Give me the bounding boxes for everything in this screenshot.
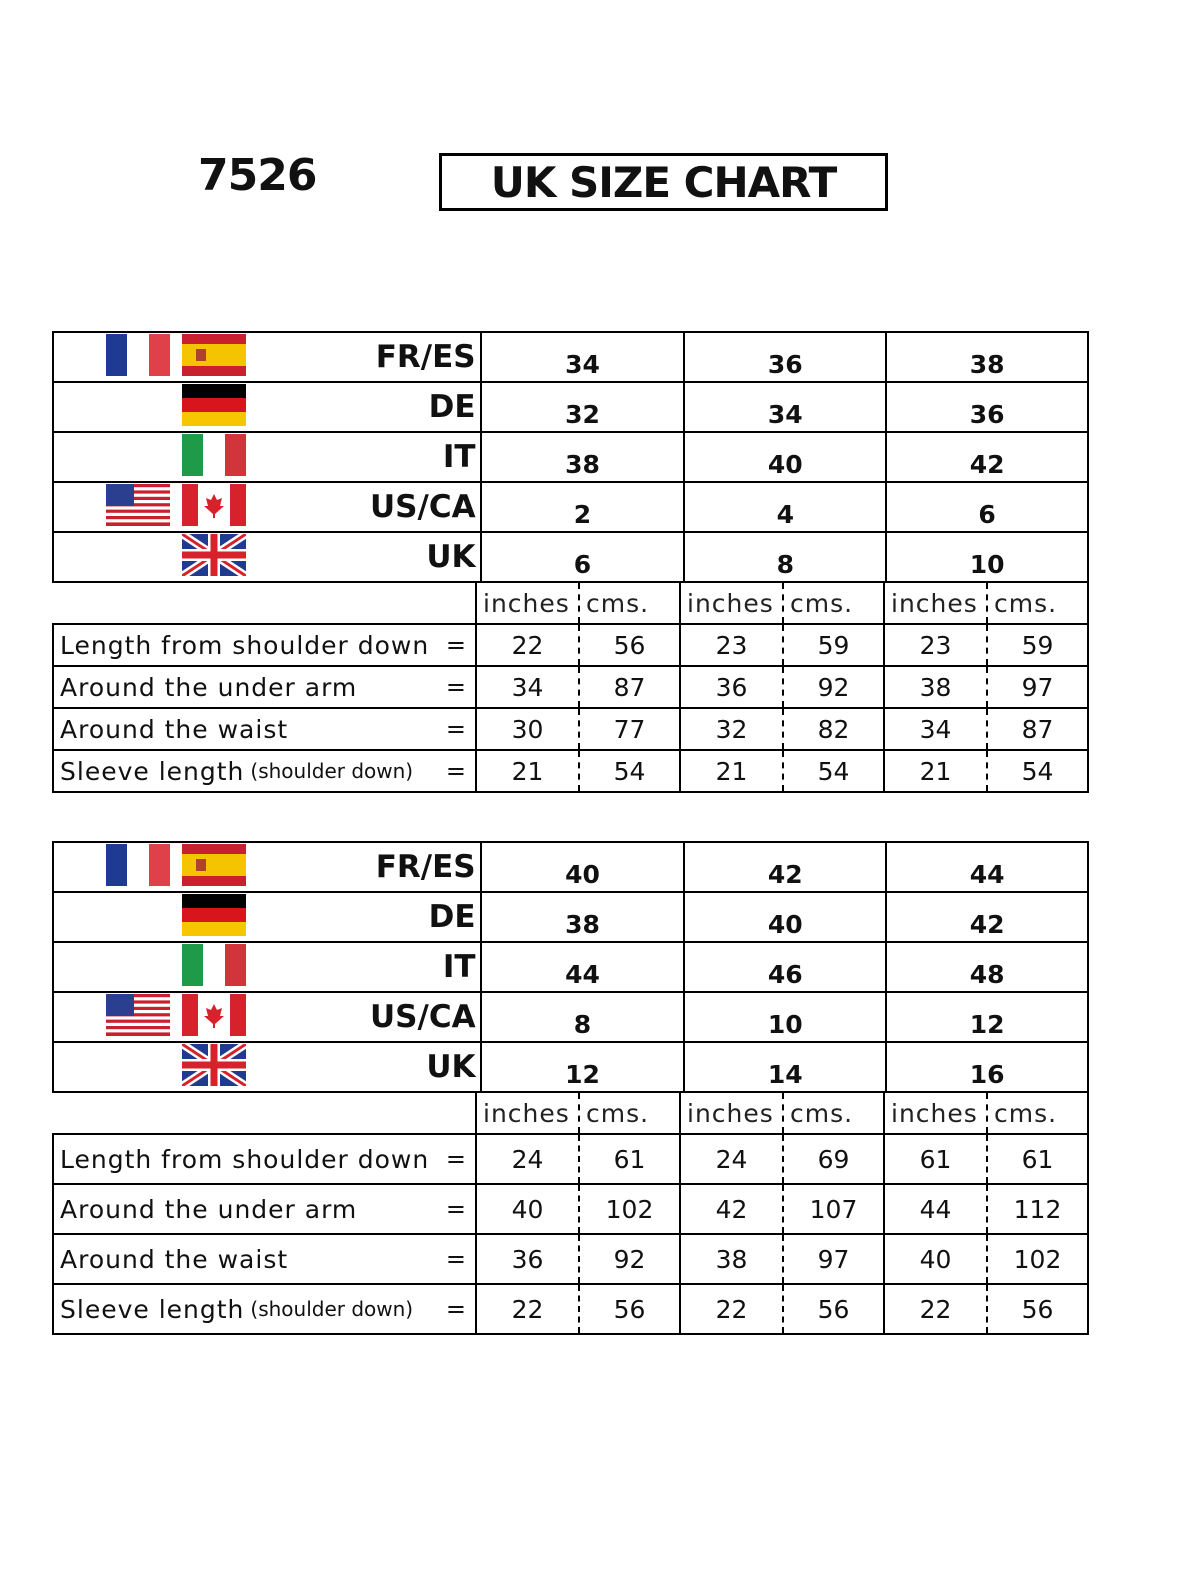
measurement-label: Length from shoulder down	[60, 630, 430, 660]
inches-value: 40	[511, 1194, 544, 1224]
size-row	[54, 531, 1087, 581]
measurement-label-cell	[54, 751, 477, 791]
equals-sign: =	[445, 715, 467, 743]
country-cell	[54, 333, 482, 381]
measurement-row	[54, 625, 1087, 665]
size-value: 6	[885, 483, 1087, 531]
measurement-label-cell	[54, 709, 477, 749]
size-conversion-table	[52, 331, 1089, 583]
size-row	[54, 843, 1087, 891]
inches-value: 38	[919, 672, 952, 702]
cms-value: 92	[782, 667, 883, 707]
spain-flag-icon	[182, 334, 246, 380]
measurement-label-cell	[54, 1285, 477, 1333]
size-value: 4	[683, 483, 885, 531]
france-flag-icon	[106, 844, 170, 890]
inches-value: 21	[511, 756, 544, 786]
usa-flag-icon	[106, 484, 170, 530]
measurement-group	[477, 667, 679, 707]
inches-value: 22	[511, 630, 544, 660]
equals-sign: =	[445, 631, 467, 659]
country-code: DE	[428, 389, 476, 425]
inches-value: 44	[919, 1194, 952, 1224]
flag-group	[106, 844, 246, 890]
measurement-label: Around the waist	[60, 1244, 289, 1274]
unit-label: cms.	[986, 583, 1087, 623]
cms-value: 61	[986, 1135, 1087, 1183]
unit-group	[475, 583, 679, 623]
cms-value: 59	[782, 625, 883, 665]
size-value: 34	[565, 350, 600, 379]
size-value: 44	[565, 960, 600, 989]
unit-header-row	[52, 1093, 1089, 1133]
country-cell	[54, 1043, 482, 1091]
inches-value: 61	[919, 1144, 952, 1174]
cms-value: 56	[986, 1285, 1087, 1333]
size-value: 40	[565, 860, 600, 889]
size-value: 10	[885, 533, 1087, 581]
measurement-group	[477, 1135, 679, 1183]
inches-value: 40	[919, 1244, 952, 1274]
cms-value: 87	[578, 667, 679, 707]
country-code: IT	[442, 439, 476, 475]
size-row	[54, 891, 1087, 941]
product-code: 7526	[198, 150, 317, 201]
measurement-table	[52, 623, 1089, 793]
measurement-label: Around the under arm	[60, 1194, 358, 1224]
unit-label: cms.	[782, 583, 883, 623]
country-cell	[54, 843, 482, 891]
cms-value: 97	[782, 1235, 883, 1283]
country-cell	[54, 533, 482, 581]
measurement-group	[883, 1135, 1087, 1183]
inches-value: 38	[715, 1244, 748, 1274]
country-code: UK	[426, 1049, 476, 1085]
measurement-group	[883, 751, 1087, 791]
flag-group	[182, 1044, 246, 1090]
unit-group	[475, 1093, 679, 1133]
size-value: 42	[683, 843, 885, 891]
measurement-group	[883, 709, 1087, 749]
country-cell	[54, 993, 482, 1041]
measurement-group	[883, 1235, 1087, 1283]
country-cell	[54, 483, 482, 531]
cms-value: 92	[578, 1235, 679, 1283]
equals-sign: =	[445, 1195, 467, 1223]
inches-value: 32	[715, 714, 748, 744]
measurement-label-cell	[54, 1185, 477, 1233]
cms-value: 69	[782, 1135, 883, 1183]
inches-value: 23	[919, 630, 952, 660]
country-code: UK	[426, 539, 476, 575]
measurement-note: (shoulder down)	[250, 759, 414, 783]
size-value: 12	[565, 1060, 600, 1089]
unit-label: inches	[687, 588, 774, 618]
measurement-row	[54, 749, 1087, 791]
measurement-group	[477, 709, 679, 749]
canada-flag-icon	[182, 994, 246, 1040]
measurement-group	[679, 625, 883, 665]
cms-value: 82	[782, 709, 883, 749]
measurement-row	[54, 1283, 1087, 1333]
inches-value: 34	[919, 714, 952, 744]
unit-label: cms.	[578, 583, 679, 623]
measurement-label: Sleeve length	[60, 756, 245, 786]
flag-group	[106, 334, 246, 380]
inches-value: 42	[715, 1194, 748, 1224]
uk-flag-icon	[182, 1044, 246, 1090]
flag-group	[182, 944, 246, 990]
measurement-row	[54, 665, 1087, 707]
measurement-label-cell	[54, 1135, 477, 1183]
measurement-group	[679, 1235, 883, 1283]
page-title: UK SIZE CHART	[439, 153, 888, 211]
italy-flag-icon	[182, 434, 246, 480]
size-row	[54, 381, 1087, 431]
unit-group	[883, 583, 1089, 623]
size-value: 48	[885, 943, 1087, 991]
unit-spacer	[52, 1093, 475, 1133]
size-value: 42	[885, 433, 1087, 481]
inches-value: 24	[511, 1144, 544, 1174]
france-flag-icon	[106, 334, 170, 380]
inches-value: 21	[919, 756, 952, 786]
flag-group	[106, 484, 246, 530]
flag-group	[182, 384, 246, 430]
unit-label: inches	[891, 588, 978, 618]
unit-label: inches	[687, 1098, 774, 1128]
cms-value: 97	[986, 667, 1087, 707]
size-value: 38	[565, 450, 600, 479]
flag-group	[182, 894, 246, 940]
unit-label: cms.	[986, 1093, 1087, 1133]
germany-flag-icon	[182, 384, 246, 430]
size-value: 8	[683, 533, 885, 581]
unit-group	[679, 1093, 883, 1133]
usa-flag-icon	[106, 994, 170, 1040]
size-row	[54, 941, 1087, 991]
size-value: 36	[683, 333, 885, 381]
size-value: 46	[683, 943, 885, 991]
size-value: 2	[573, 500, 592, 529]
measurement-group	[679, 1185, 883, 1233]
cms-value: 102	[578, 1185, 679, 1233]
measurement-group	[679, 709, 883, 749]
measurement-row	[54, 1183, 1087, 1233]
equals-sign: =	[445, 1245, 467, 1273]
measurement-group	[477, 1235, 679, 1283]
cms-value: 54	[782, 751, 883, 791]
inches-value: 24	[715, 1144, 748, 1174]
measurement-group	[477, 1285, 679, 1333]
measurement-group	[679, 751, 883, 791]
size-value: 40	[683, 893, 885, 941]
measurement-row	[54, 1233, 1087, 1283]
size-row	[54, 333, 1087, 381]
italy-flag-icon	[182, 944, 246, 990]
size-chart-1	[52, 331, 1089, 793]
cms-value: 112	[986, 1185, 1087, 1233]
cms-value: 56	[578, 625, 679, 665]
equals-sign: =	[445, 1145, 467, 1173]
inches-value: 22	[511, 1294, 544, 1324]
unit-label: cms.	[782, 1093, 883, 1133]
size-value: 42	[885, 893, 1087, 941]
inches-value: 34	[511, 672, 544, 702]
inches-value: 30	[511, 714, 544, 744]
measurement-group	[477, 751, 679, 791]
measurement-label-cell	[54, 625, 477, 665]
cms-value: 54	[986, 751, 1087, 791]
cms-value: 87	[986, 709, 1087, 749]
measurement-group	[679, 1285, 883, 1333]
country-cell	[54, 943, 482, 991]
measurement-group	[883, 1185, 1087, 1233]
unit-group	[883, 1093, 1089, 1133]
country-code: FR/ES	[375, 339, 476, 375]
size-value: 44	[885, 843, 1087, 891]
measurement-group	[477, 1185, 679, 1233]
unit-header-row	[52, 583, 1089, 623]
measurement-label: Around the waist	[60, 714, 289, 744]
measurement-group	[679, 1135, 883, 1183]
measurement-group	[883, 667, 1087, 707]
country-cell	[54, 383, 482, 431]
size-value: 36	[885, 383, 1087, 431]
size-value: 14	[683, 1043, 885, 1091]
country-cell	[54, 433, 482, 481]
size-row	[54, 991, 1087, 1041]
unit-group	[679, 583, 883, 623]
measurement-group	[477, 625, 679, 665]
measurement-label-cell	[54, 667, 477, 707]
flag-group	[106, 994, 246, 1040]
measurement-label: Around the under arm	[60, 672, 358, 702]
country-code: IT	[442, 949, 476, 985]
size-value: 6	[573, 550, 592, 579]
inches-value: 36	[715, 672, 748, 702]
measurement-group	[883, 625, 1087, 665]
size-row	[54, 1041, 1087, 1091]
measurement-note: (shoulder down)	[250, 1297, 414, 1321]
unit-label: inches	[483, 588, 570, 618]
flag-group	[182, 534, 246, 580]
size-value: 40	[683, 433, 885, 481]
cms-value: 59	[986, 625, 1087, 665]
flag-group	[182, 434, 246, 480]
size-value: 10	[683, 993, 885, 1041]
cms-value: 107	[782, 1185, 883, 1233]
measurement-label-cell	[54, 1235, 477, 1283]
equals-sign: =	[445, 673, 467, 701]
measurement-label: Sleeve length	[60, 1294, 245, 1324]
country-code: US/CA	[370, 489, 476, 525]
size-value: 12	[885, 993, 1087, 1041]
size-value: 32	[565, 400, 600, 429]
measurement-group	[883, 1285, 1087, 1333]
unit-label: inches	[891, 1098, 978, 1128]
size-value: 38	[565, 910, 600, 939]
cms-value: 77	[578, 709, 679, 749]
germany-flag-icon	[182, 894, 246, 940]
country-cell	[54, 893, 482, 941]
size-value: 16	[885, 1043, 1087, 1091]
canada-flag-icon	[182, 484, 246, 530]
inches-value: 22	[715, 1294, 748, 1324]
size-conversion-table	[52, 841, 1089, 1093]
spain-flag-icon	[182, 844, 246, 890]
size-value: 8	[573, 1010, 592, 1039]
size-value: 38	[885, 333, 1087, 381]
inches-value: 22	[919, 1294, 952, 1324]
measurement-table	[52, 1133, 1089, 1335]
size-value: 34	[683, 383, 885, 431]
size-row	[54, 431, 1087, 481]
cms-value: 102	[986, 1235, 1087, 1283]
country-code: US/CA	[370, 999, 476, 1035]
cms-value: 56	[782, 1285, 883, 1333]
country-code: FR/ES	[375, 849, 476, 885]
cms-value: 61	[578, 1135, 679, 1183]
measurement-row	[54, 707, 1087, 749]
inches-value: 36	[511, 1244, 544, 1274]
measurement-group	[679, 667, 883, 707]
unit-spacer	[52, 583, 475, 623]
unit-label: cms.	[578, 1093, 679, 1133]
size-row	[54, 481, 1087, 531]
country-code: DE	[428, 899, 476, 935]
cms-value: 56	[578, 1285, 679, 1333]
measurement-label: Length from shoulder down	[60, 1144, 430, 1174]
inches-value: 23	[715, 630, 748, 660]
equals-sign: =	[445, 1295, 467, 1323]
uk-flag-icon	[182, 534, 246, 580]
equals-sign: =	[445, 757, 467, 785]
size-chart-2	[52, 841, 1089, 1335]
inches-value: 21	[715, 756, 748, 786]
cms-value: 54	[578, 751, 679, 791]
measurement-row	[54, 1135, 1087, 1183]
unit-label: inches	[483, 1098, 570, 1128]
